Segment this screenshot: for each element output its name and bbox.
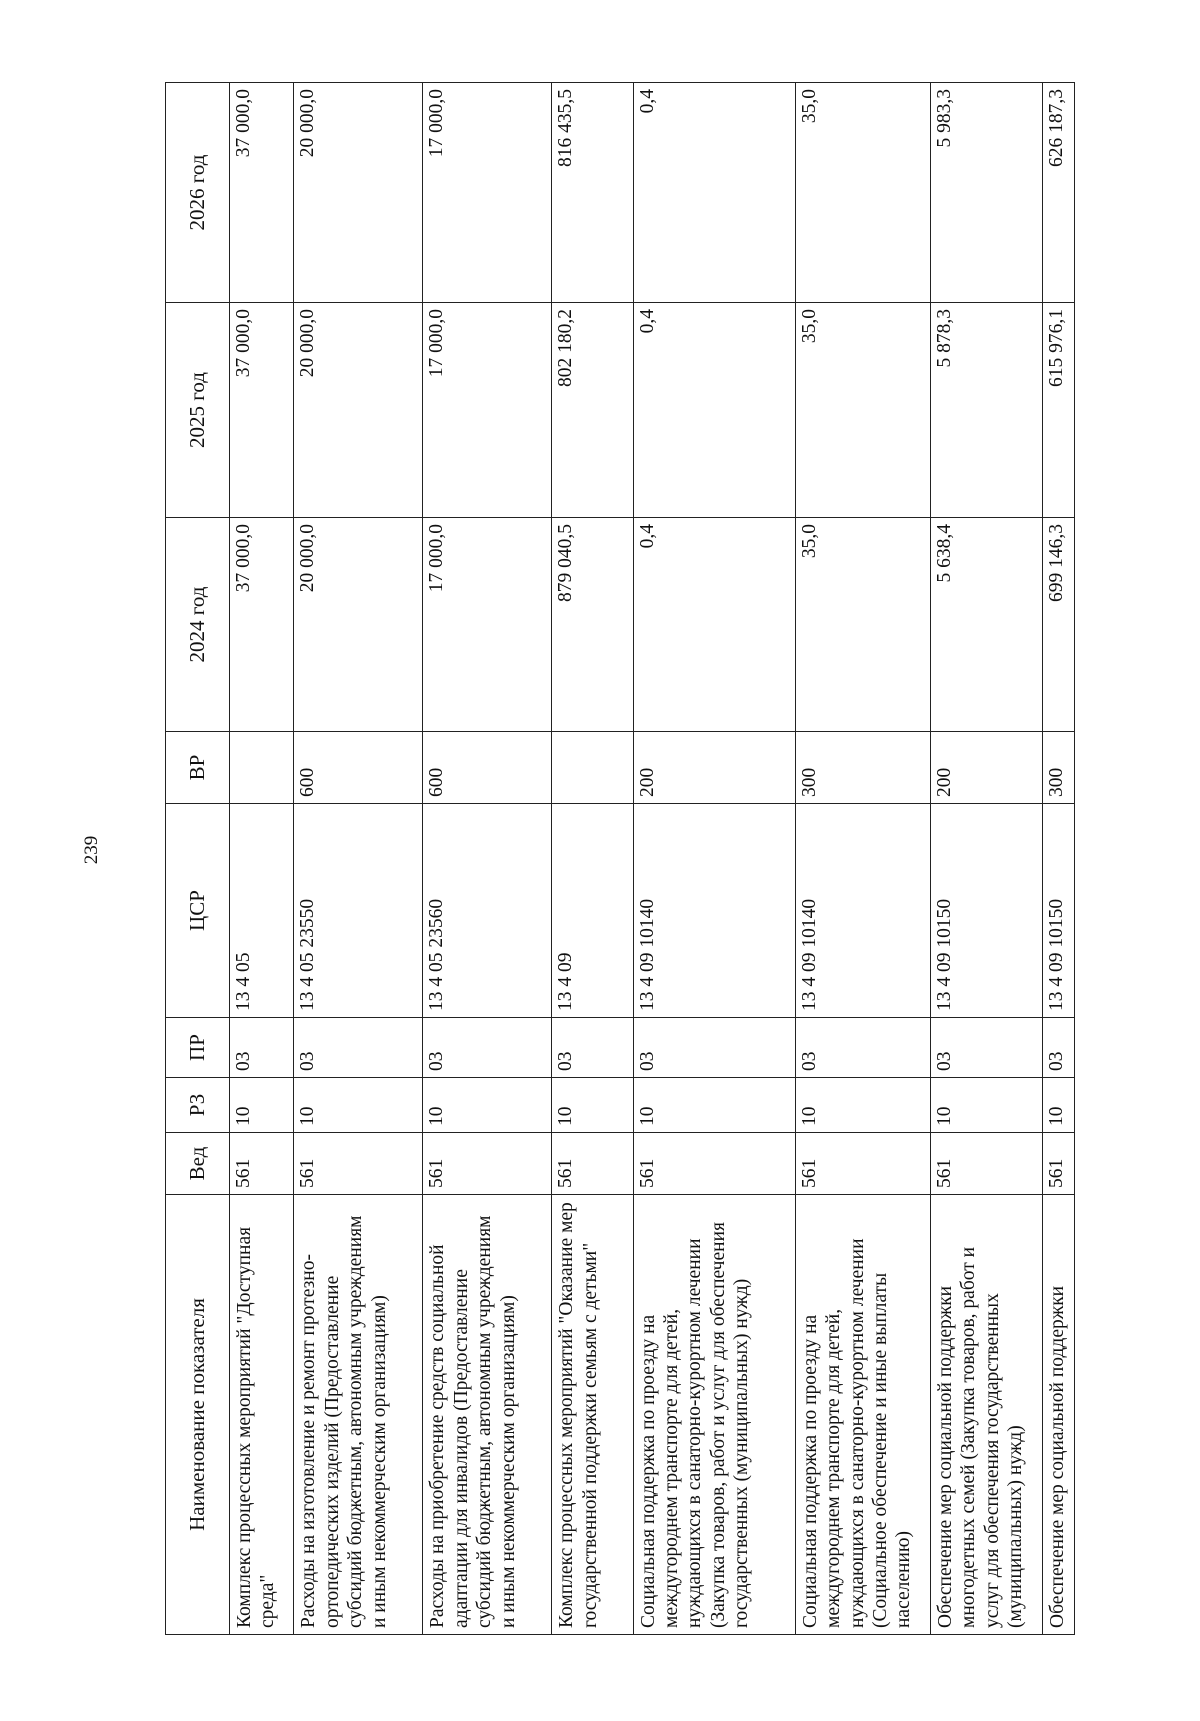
table-row bbox=[633, 83, 795, 1635]
cell-rz: 10 bbox=[552, 1078, 633, 1133]
header-vr: ВР bbox=[166, 732, 230, 804]
cell-name: Социальная поддержка по проезду на междугороднем транспорте для детей, нуждающихся в санаторно-курортном лечении (Социальное обеспечение и иные выплаты населению) bbox=[795, 1195, 930, 1635]
cell-csr: 13 4 09 bbox=[552, 804, 633, 1018]
cell-2025: 17 000,0 bbox=[423, 303, 552, 518]
cell-2026: 5 983,3 bbox=[931, 83, 1043, 303]
cell-rz: 10 bbox=[1043, 1078, 1075, 1133]
cell-2024: 17 000,0 bbox=[423, 518, 552, 732]
cell-pr: 03 bbox=[552, 1018, 633, 1078]
cell-2024: 879 040,5 bbox=[552, 518, 633, 732]
cell-2026: 0,4 bbox=[633, 83, 795, 303]
header-2025: 2025 год bbox=[166, 303, 230, 518]
cell-pr: 03 bbox=[1043, 1018, 1075, 1078]
cell-name: Обеспечение мер социальной поддержки bbox=[1043, 1195, 1075, 1635]
cell-2024: 20 000,0 bbox=[294, 518, 423, 732]
cell-vr: 200 bbox=[633, 732, 795, 804]
header-name: Наименование показателя bbox=[166, 1195, 230, 1635]
cell-2025: 20 000,0 bbox=[294, 303, 423, 518]
cell-vr: 200 bbox=[931, 732, 1043, 804]
cell-pr: 03 bbox=[230, 1018, 294, 1078]
cell-2026: 17 000,0 bbox=[423, 83, 552, 303]
cell-ved: 561 bbox=[633, 1133, 795, 1195]
cell-csr: 13 4 05 23560 bbox=[423, 804, 552, 1018]
cell-2024: 699 146,3 bbox=[1043, 518, 1075, 732]
cell-ved: 561 bbox=[795, 1133, 930, 1195]
rotated-table-wrapper bbox=[165, 83, 1075, 1635]
cell-name: Расходы на изготовление и ремонт протезно-ортопедических изделий (Предоставление субсидий бюджетным, автономным учреждениям и иным некоммерческим организациям) bbox=[294, 1195, 423, 1635]
cell-ved: 561 bbox=[552, 1133, 633, 1195]
cell-rz: 10 bbox=[230, 1078, 294, 1133]
cell-name: Расходы на приобретение средств социальной адаптации для инвалидов (Предоставление субсидий бюджетным, автономным учреждениям и иным некоммерческим организациям) bbox=[423, 1195, 552, 1635]
table-row bbox=[1043, 83, 1075, 1635]
cell-pr: 03 bbox=[423, 1018, 552, 1078]
cell-ved: 561 bbox=[230, 1133, 294, 1195]
cell-rz: 10 bbox=[931, 1078, 1043, 1133]
cell-rz: 10 bbox=[423, 1078, 552, 1133]
header-csr: ЦСР bbox=[166, 804, 230, 1018]
cell-ved: 561 bbox=[931, 1133, 1043, 1195]
cell-2026: 35,0 bbox=[795, 83, 930, 303]
cell-csr: 13 4 05 23550 bbox=[294, 804, 423, 1018]
header-2024: 2024 год bbox=[166, 518, 230, 732]
header-2026: 2026 год bbox=[166, 83, 230, 303]
cell-csr: 13 4 09 10140 bbox=[633, 804, 795, 1018]
table-row bbox=[423, 83, 552, 1635]
cell-ved: 561 bbox=[1043, 1133, 1075, 1195]
cell-2025: 5 878,3 bbox=[931, 303, 1043, 518]
cell-rz: 10 bbox=[633, 1078, 795, 1133]
cell-2026: 20 000,0 bbox=[294, 83, 423, 303]
cell-ved: 561 bbox=[423, 1133, 552, 1195]
cell-csr: 13 4 09 10150 bbox=[1043, 804, 1075, 1018]
header-rz: РЗ bbox=[166, 1078, 230, 1133]
cell-2024: 5 638,4 bbox=[931, 518, 1043, 732]
cell-name: Обеспечение мер социальной поддержки многодетных семей (Закупка товаров, работ и услуг для обеспечения государственных (муниципальных) нужд) bbox=[931, 1195, 1043, 1635]
cell-2026: 37 000,0 bbox=[230, 83, 294, 303]
cell-2025: 802 180,2 bbox=[552, 303, 633, 518]
cell-pr: 03 bbox=[795, 1018, 930, 1078]
cell-vr bbox=[552, 732, 633, 804]
cell-ved: 561 bbox=[294, 1133, 423, 1195]
cell-2025: 0,4 bbox=[633, 303, 795, 518]
cell-2026: 626 187,3 bbox=[1043, 83, 1075, 303]
cell-vr: 300 bbox=[795, 732, 930, 804]
header-pr: ПР bbox=[166, 1018, 230, 1078]
cell-csr: 13 4 09 10140 bbox=[795, 804, 930, 1018]
header-ved: Вед bbox=[166, 1133, 230, 1195]
table-row bbox=[931, 83, 1043, 1635]
cell-rz: 10 bbox=[294, 1078, 423, 1133]
cell-name: Комплекс процессных мероприятий "Оказание мер государственной поддержки семьям с детьми" bbox=[552, 1195, 633, 1635]
cell-vr: 300 bbox=[1043, 732, 1075, 804]
cell-2024: 37 000,0 bbox=[230, 518, 294, 732]
table-row bbox=[230, 83, 294, 1635]
table-row bbox=[552, 83, 633, 1635]
cell-pr: 03 bbox=[294, 1018, 423, 1078]
page-number: 239 bbox=[81, 835, 102, 865]
cell-2025: 615 976,1 bbox=[1043, 303, 1075, 518]
cell-csr: 13 4 05 bbox=[230, 804, 294, 1018]
budget-table bbox=[165, 82, 1075, 1635]
cell-name: Комплекс процессных мероприятий "Доступная среда" bbox=[230, 1195, 294, 1635]
cell-2025: 37 000,0 bbox=[230, 303, 294, 518]
cell-pr: 03 bbox=[931, 1018, 1043, 1078]
cell-vr: 600 bbox=[294, 732, 423, 804]
cell-2024: 0,4 bbox=[633, 518, 795, 732]
table-row bbox=[795, 83, 930, 1635]
cell-csr: 13 4 09 10150 bbox=[931, 804, 1043, 1018]
cell-2024: 35,0 bbox=[795, 518, 930, 732]
cell-rz: 10 bbox=[795, 1078, 930, 1133]
cell-vr: 600 bbox=[423, 732, 552, 804]
cell-2025: 35,0 bbox=[795, 303, 930, 518]
cell-vr bbox=[230, 732, 294, 804]
cell-name: Социальная поддержка по проезду на междугороднем транспорте для детей, нуждающихся в санаторно-курортном лечении (Закупка товаров, работ и услуг для обеспечения государственных (муниципальных) нужд) bbox=[633, 1195, 795, 1635]
header-row bbox=[166, 83, 230, 1635]
table-row bbox=[294, 83, 423, 1635]
cell-pr: 03 bbox=[633, 1018, 795, 1078]
cell-2026: 816 435,5 bbox=[552, 83, 633, 303]
